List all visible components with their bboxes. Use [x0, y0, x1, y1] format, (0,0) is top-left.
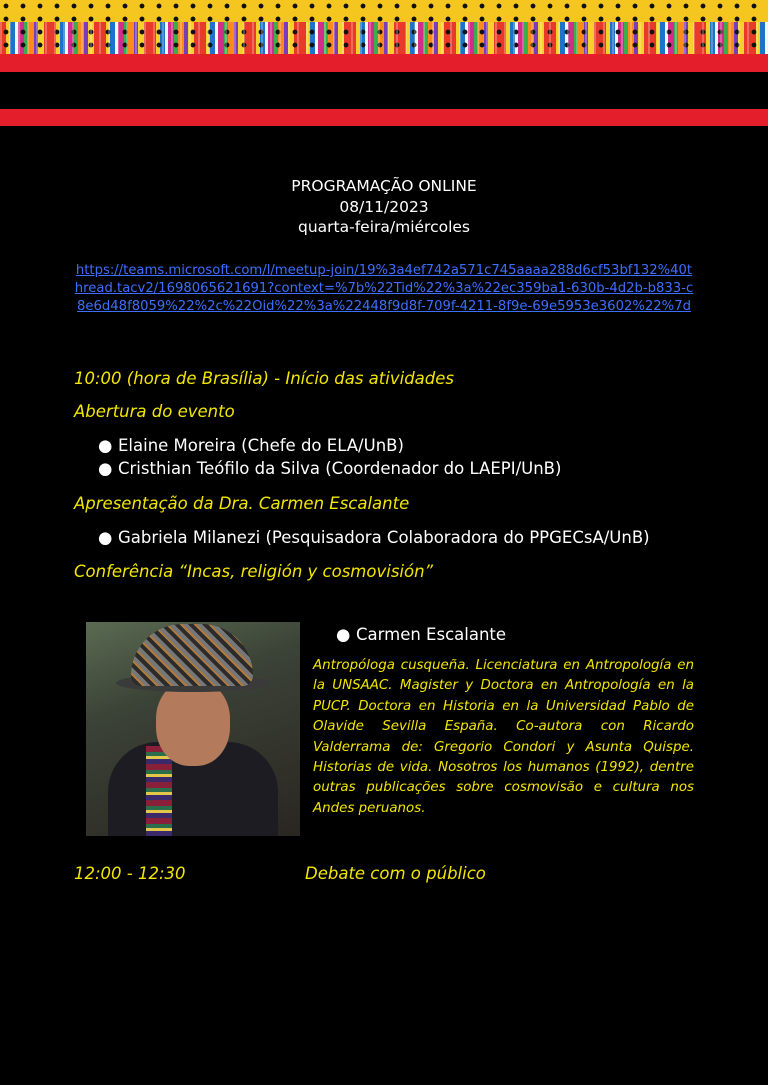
conference-title: Conferência “Incas, religión y cosmovisión” [74, 562, 434, 581]
presenter: Gabriela Milanezi (Pesquisadora Colaboradora do PPGECsA/UnB) [118, 528, 650, 547]
opening-speaker: Elaine Moreira (Chefe do ELA/UnB) [118, 436, 404, 455]
list-item [98, 436, 404, 455]
bullet-icon: ● [98, 459, 113, 478]
debate-time: 12:00 - 12:30 [74, 864, 186, 883]
red-stripe-top [0, 54, 768, 72]
opening-speaker: Cristhian Teófilo da Silva (Coordenador do LAEPI/UnB) [118, 459, 562, 478]
opening-title: Abertura do evento [74, 402, 235, 421]
header-date: 08/11/2023 [339, 197, 429, 216]
list-item [98, 459, 561, 478]
decorative-textile-border [0, 0, 768, 54]
bullet-icon: ● [98, 528, 113, 547]
event-header [0, 176, 768, 238]
speaker-name: ● Carmen Escalante [336, 625, 507, 644]
red-stripe-middle [0, 109, 768, 126]
meeting-link-block [74, 262, 694, 316]
debate-label: Debate com o público [305, 864, 486, 883]
bullet-icon: ● [98, 436, 113, 455]
speaker-photo [86, 622, 300, 836]
start-time: 10:00 (hora de Brasília) - Início das atividades [74, 369, 454, 388]
list-item [98, 528, 650, 547]
presentation-title: Apresentação da Dra. Carmen Escalante [74, 494, 410, 513]
bullet-icon: ● [336, 625, 351, 644]
speaker-bio: Antropóloga cusqueña. Licenciatura en Antropología en la UNSAAC. Magister y Doctora en Antropología en la PUCP. Doctora en Historia en la Universidad Pablo de Olavide Sevilla España. Co-autora con Ricardo Valderrama de: Gregorio Condori y Asunta Quispe. Historias de vida. Nosotros los humanos (1992), dentre outras publicações sobre cosmovisão e cultura nos Andes peruanos. [313, 658, 694, 816]
header-weekday: quarta-feira/miércoles [298, 218, 470, 236]
header-title: PROGRAMAÇÃO ONLINE [291, 177, 477, 195]
teams-meeting-link[interactable]: https://teams.microsoft.com/l/meetup-join/19%3a4ef742a571c745aaaa288d6cf53bf132%40thread.tacv2/1698065621691?context=%7b%22Tid%22%3a%22ec359ba1-630b-4d2b-b833-c8e6d48f8059%22%2c%22Oid%22%3a%22448f9d8f-709f-4211-8f9e-69e5953e3602%22%7d [74, 263, 694, 314]
